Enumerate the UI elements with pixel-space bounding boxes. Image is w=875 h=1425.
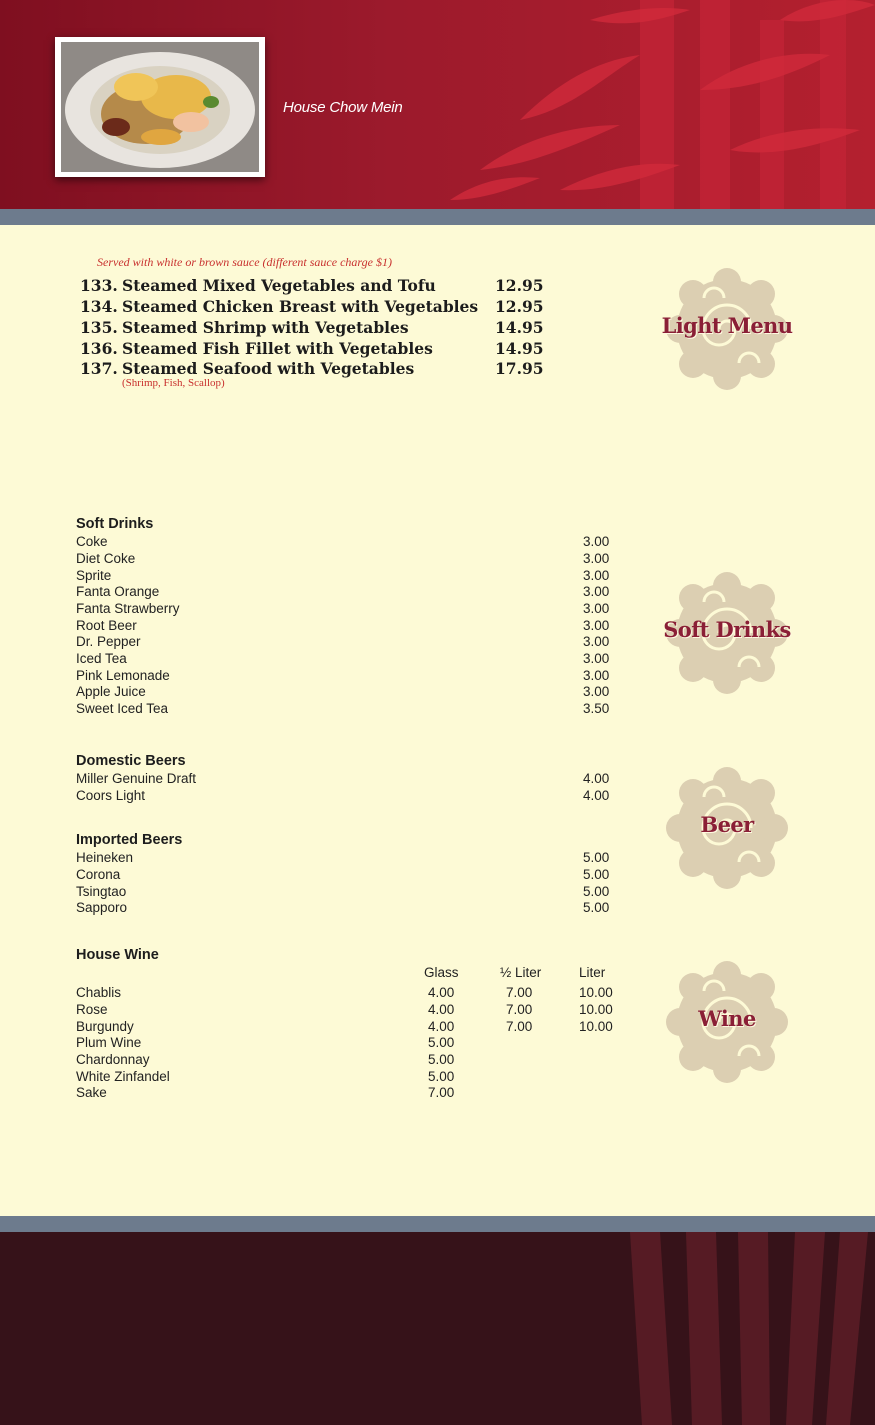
- drink-price: 3.00: [583, 568, 610, 583]
- beer-name: Coors Light: [76, 788, 146, 803]
- bottom-divider-band: [0, 1216, 875, 1232]
- beer-price: 4.00: [583, 788, 610, 803]
- drink-price: 3.00: [583, 584, 610, 599]
- beer-price: 5.00: [583, 867, 610, 882]
- item-name: Steamed Shrimp with Vegetables: [122, 318, 409, 337]
- light-menu-note: Served with white or brown sauce (different sauce charge $1): [97, 255, 392, 269]
- beer-name: Sapporo: [76, 900, 128, 915]
- soft-drinks-badge: [664, 572, 790, 694]
- item-name: Steamed Seafood with Vegetables: [122, 359, 415, 378]
- wine-glass-price: 4.00: [428, 1019, 455, 1034]
- dish-photo-frame: [55, 37, 265, 177]
- item-number: 135.: [80, 318, 118, 337]
- drink-name: Diet Coke: [76, 551, 136, 566]
- item-number: 133.: [80, 276, 118, 295]
- wine-glass-price: 5.00: [428, 1035, 455, 1050]
- wine-name: Plum Wine: [76, 1035, 142, 1050]
- header-banner: [0, 0, 875, 209]
- item-number: 134.: [80, 297, 118, 316]
- wine-glass-price: 4.00: [428, 1002, 455, 1017]
- badge-label: Soft Drinks: [663, 617, 791, 642]
- light-menu-badge: [661, 268, 793, 390]
- drink-name: Coke: [76, 534, 108, 549]
- wine-half-price: 7.00: [506, 985, 533, 1000]
- wine-name: Chardonnay: [76, 1052, 150, 1067]
- drink-name: Sweet Iced Tea: [76, 701, 169, 716]
- light-menu-item: [80, 339, 433, 360]
- drink-price: 3.00: [583, 651, 610, 666]
- item-price: 14.95: [495, 318, 544, 337]
- badge-label: Beer: [700, 812, 754, 837]
- item-number: 137.: [80, 359, 118, 378]
- beer-name: Heineken: [76, 850, 134, 865]
- light-menu-item: [80, 318, 409, 339]
- badge-label: Light Menu: [661, 313, 793, 338]
- drink-price: 3.00: [583, 668, 610, 683]
- beer-name: Corona: [76, 867, 121, 882]
- wine-header-half-liter: ½ Liter: [500, 965, 542, 980]
- wine-liter-price: 10.00: [579, 1019, 613, 1034]
- item-number: 136.: [80, 339, 118, 358]
- badge-label: Wine: [698, 1006, 756, 1031]
- wine-half-price: 7.00: [506, 1002, 533, 1017]
- house-wine-title: House Wine: [76, 947, 159, 963]
- drink-price: 3.00: [583, 551, 610, 566]
- domestic-beers-title: Domestic Beers: [76, 753, 186, 769]
- item-price: 17.95: [495, 359, 544, 378]
- light-menu-item: [80, 276, 436, 297]
- beer-badge: [664, 767, 790, 889]
- drink-name: Apple Juice: [76, 684, 146, 699]
- footer-banner: [0, 1232, 875, 1425]
- drink-name: Root Beer: [76, 618, 137, 633]
- wine-liter-price: 10.00: [579, 1002, 613, 1017]
- beer-price: 5.00: [583, 900, 610, 915]
- top-divider-band: [0, 209, 875, 225]
- wine-liter-price: 10.00: [579, 985, 613, 1000]
- item-name: Steamed Chicken Breast with Vegetables: [122, 297, 479, 316]
- house-chow-mein-photo: [61, 42, 259, 172]
- wine-name: Chablis: [76, 985, 122, 1000]
- light-menu-item: [80, 297, 478, 318]
- item-name: Steamed Mixed Vegetables and Tofu: [122, 276, 436, 295]
- beer-price: 4.00: [583, 771, 610, 786]
- wine-header-liter: Liter: [579, 965, 606, 980]
- drink-name: Dr. Pepper: [76, 634, 141, 649]
- beer-price: 5.00: [583, 850, 610, 865]
- seafood-subnote: (Shrimp, Fish, Scallop): [122, 377, 225, 389]
- drink-name: Fanta Orange: [76, 584, 160, 599]
- photo-caption: House Chow Mein: [283, 99, 403, 116]
- beer-name: Tsingtao: [76, 884, 127, 899]
- wine-glass-price: 5.00: [428, 1069, 455, 1084]
- drink-price: 3.00: [583, 618, 610, 633]
- drink-price: 3.00: [583, 684, 610, 699]
- beer-name: Miller Genuine Draft: [76, 771, 197, 786]
- wine-name: Sake: [76, 1085, 107, 1100]
- drink-price: 3.50: [583, 701, 610, 716]
- bamboo-decoration: [0, 1232, 875, 1425]
- drink-price: 3.00: [583, 534, 610, 549]
- drink-price: 3.00: [583, 634, 610, 649]
- wine-name: White Zinfandel: [76, 1069, 170, 1084]
- item-price: 12.95: [495, 297, 544, 316]
- drink-name: Sprite: [76, 568, 112, 583]
- drink-name: Pink Lemonade: [76, 668, 170, 683]
- item-name: Steamed Fish Fillet with Vegetables: [122, 339, 433, 358]
- drink-name: Fanta Strawberry: [76, 601, 180, 616]
- imported-beers-title: Imported Beers: [76, 832, 183, 848]
- drink-price: 3.00: [583, 601, 610, 616]
- beer-price: 5.00: [583, 884, 610, 899]
- wine-glass-price: 5.00: [428, 1052, 455, 1067]
- wine-badge: [664, 961, 790, 1083]
- wine-glass-price: 4.00: [428, 985, 455, 1000]
- item-price: 14.95: [495, 339, 544, 358]
- item-price: 12.95: [495, 276, 544, 295]
- wine-glass-price: 7.00: [428, 1085, 455, 1100]
- drink-name: Iced Tea: [76, 651, 127, 666]
- wine-header-glass: Glass: [424, 965, 459, 980]
- wine-name: Burgundy: [76, 1019, 134, 1034]
- wine-half-price: 7.00: [506, 1019, 533, 1034]
- soft-drinks-title: Soft Drinks: [76, 516, 154, 532]
- wine-name: Rose: [76, 1002, 108, 1017]
